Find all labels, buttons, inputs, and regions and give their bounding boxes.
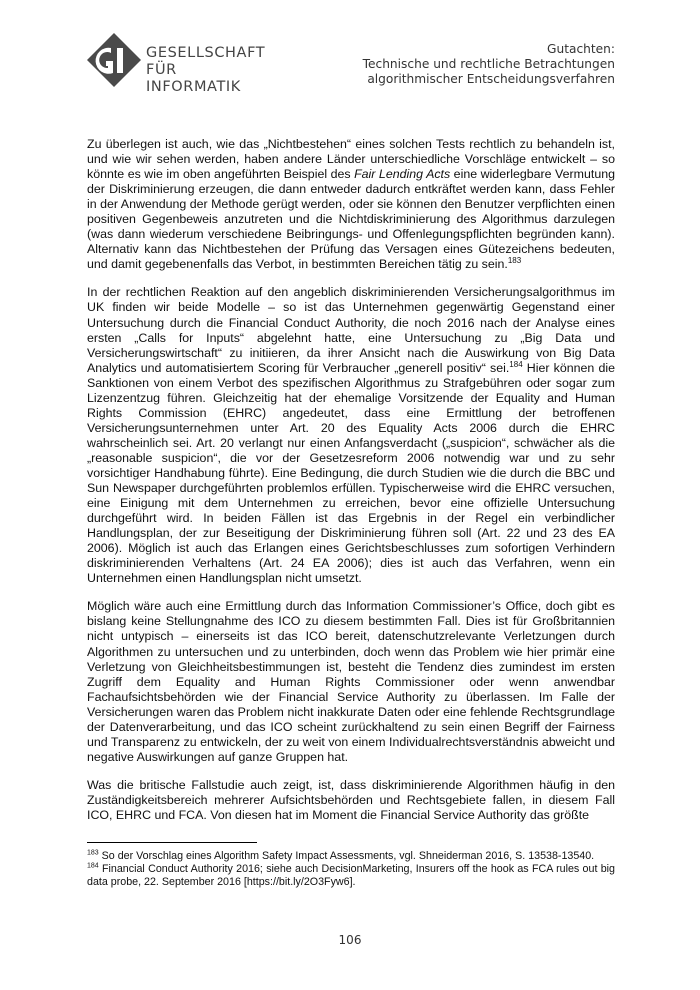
footnote-separator: [87, 842, 257, 843]
footnote-184-text: Financial Conduct Authority 2016; siehe auch DecisionMarketing, Insurers off the hook as FCA rules out big data probe, 22. September 2016 [https://bit.ly/2O3Fyw6].: [87, 863, 615, 888]
footnote-184: [87, 863, 615, 889]
footnote-183-number: 183: [87, 849, 99, 857]
org-name-line1: GESELLSCHAFT: [146, 45, 266, 61]
doc-title-line1: Gutachten:: [547, 42, 615, 56]
gi-logo-icon: [86, 32, 142, 88]
p2-text-a: In der rechtlichen Reaktion auf den angeblich diskriminierenden Versicherungsalgorithmus im UK finden wir beide Modelle – so ist das Unternehmen gegenwärtig Gegenstand einer Untersuchung durch die Financial Conduct Authority, die noch 2016 nach der Analyse eines ersten „Calls for Inputs“ abgelehnt hatte, eine Untersuchung zu „Big Data und Versicherungswirtschaft“ zu initiieren, da ihrer Ansicht nach die Auswirkung von Big Data Analytics und automatisiertem Scoring für Verbraucher „generell positiv“ sei.: [87, 285, 615, 375]
footnote-184-number: 184: [87, 862, 99, 870]
paragraph-4: Was die britische Fallstudie auch zeigt, ist, dass diskriminierende Algorithmen häufig in den Zuständigkeitsbereich mehrerer Aufsichtsbehörden und Rechtsgebiete fallen, in diesem Fall ICO, EHRC und FCA. Von diesen hat im Moment die Financial Service Authority das größte: [87, 777, 615, 822]
org-name: [146, 45, 266, 96]
main-text: [87, 137, 615, 836]
document-title: [363, 42, 615, 87]
doc-title-line3: algorithmischer Entscheidungsverfahren: [367, 72, 615, 86]
p2-text-b: Hier können die Sanktionen von einem Verbot des spezifischen Algorithmus zu Strafgebühren oder sogar zum Lizenzentzug führen. Gleichzeitig hat der ehemalige Vorsitzende der Equality and Human Rights Commission (EHRC) angedeutet, dass eine Ermittlung der betroffenen Versicherungsunternehmen unter Art. 20 des Equality Acts 2006 durch die EHRC wahrscheinlich sei. Art. 20 verlangt nur einen Anfangsverdacht („suspicion“, schwächer als die „reasonable suspicion“, die vor der Gesetzesreform 2006 notwendig war und zu sehr vorsichtiger Handhabung führte). Eine Bedingung, die durch Studien wie die durch die BBC und Sun Newspaper durchgeführten problemlos erfüllen. Typischerweise wird die EHRC versuchen, eine Einigung mit dem Unternehmen zu erreichen, bevor eine offizielle Untersuchung durchgeführt wird. In beiden Fällen ist das Ergebnis in der Regel ein verbindlicher Handlungsplan, der zur Beseitigung der Diskriminierung führen soll (Art. 22 und 23 des EA 2006). Möglich ist auch das Erlangen eines Gerichtsbeschlusses zum sofortigen Verhindern diskriminierenden Verhaltens (Art. 24 EA 2006); dies ist auch das Verfahren, wenn ein Unternehmen einen Handlungsplan nicht umsetzt.: [87, 360, 616, 586]
fair-lending-act-term: Fair Lending Acts: [354, 167, 451, 182]
gi-logo: [86, 32, 266, 95]
org-name-line2: FÜR INFORMATIK: [146, 62, 241, 95]
p1-text-a: Zu überlegen ist auch, wie das „Nichtbestehen“ eines solchen Tests rechtlich zu behandeln ist, und wie wir sehen werden, haben andere Länder unterschiedliche Vorschläge entwickelt – so könnte es wie im oben angeführten Beispiel des: [87, 137, 615, 182]
footnotes: [87, 850, 615, 889]
page-number: 106: [338, 933, 362, 947]
doc-title-line2: Technische und rechtliche Betrachtungen: [362, 57, 615, 71]
p1-text-b: eine widerlegbare Vermutung der Diskriminierung erzeugen, die dann entweder dadurch entkräftet werden kann, dass Fehler in der Anwendung der Methode gerügt werden, oder sie können den Benutzer verpflichten einen positiven Gegenbeweis anzutreten und die Nichtdiskriminierung des Algorithmus darzulegen (was dann wiederum verschiedene Beibringungs- und Offenlegungspflichten begründen kann). Alternativ kann das Nichtbestehen der Prüfung das Versagen eines Gütezeichens bedeuten, und damit gegebenenfalls das Verbot, in bestimmten Bereichen tätig zu sein.: [87, 167, 615, 272]
footnote-ref-183[interactable]: 183: [507, 256, 522, 266]
footnote-183: [87, 850, 615, 863]
paragraph-1: [87, 137, 615, 272]
paragraph-3: Möglich wäre auch eine Ermittlung durch das Information Commissioner’s Office, doch gibt es bislang keine Stellungnahme des ICO zu diesem bestimmten Fall. Dies ist für Großbritannien nicht untypisch – einerseits ist das ICO bereit, datenschutzrelevante Verletzungen durch Algorithmen zu untersuchen und zu unterbinden, doch wenn das Problem wie hier primär eine Verletzung von Gleichheitsbestimmungen ist, besteht die Tendenz dies zumindest im ersten Zugriff dem Equality and Human Rights Commissioner oder wenn anwendbar Fachaufsichtsbehörden wie der Financial Service Authority zu überlassen. Im Falle der Versicherungen waren das Problem nicht inakkurate Daten oder eine fehlende Rechtsgrundlage der Datenverarbeitung, und das ICO scheint zurückhaltend zu sein einen Begriff der Fairness und Transparenz zu entwickeln, der zu weit von einem Individualrechtsverständnis abweicht und negative Auswirkungen auf ganze Gruppen hat.: [87, 599, 615, 764]
footnote-183-text: So der Vorschlag eines Algorithm Safety Impact Assessments, vgl. Shneiderman 2016, S. 13538-13540.: [98, 850, 595, 862]
footnote-ref-184[interactable]: 184: [509, 359, 523, 369]
paragraph-2: [87, 285, 615, 586]
